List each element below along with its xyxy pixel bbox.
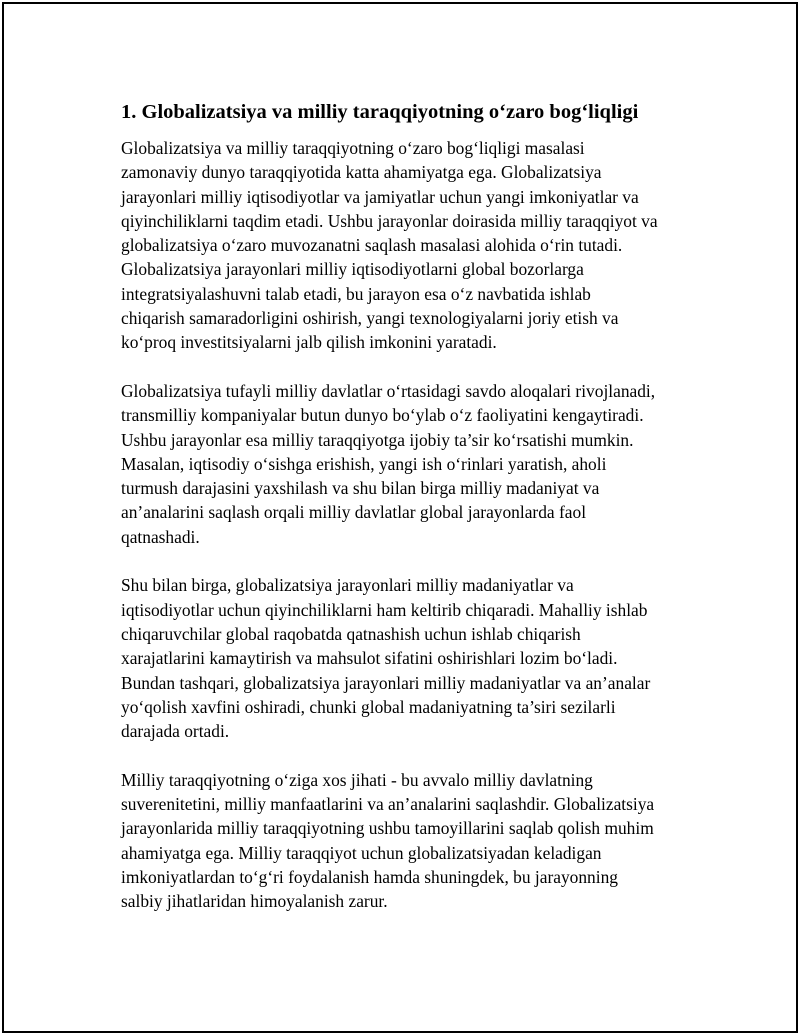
text-line: imkoniyatlardan to‘g‘ri foydalanish hamda shuningdek, bu jarayonning bbox=[121, 866, 618, 887]
paragraph-3 bbox=[121, 573, 701, 743]
text-line: suverenitetini, milliy manfaatlarini va an’analarini saqlashdir. Globalizatsiya bbox=[121, 794, 655, 815]
text-line: qatnashadi. bbox=[121, 526, 200, 547]
text-line: darajada ortadi. bbox=[121, 721, 230, 742]
text-line: Ushbu jarayonlar esa milliy taraqqiyotga ijobiy ta’sir ko‘rsatishi mumkin. bbox=[121, 429, 634, 450]
text-line: salbiy jihatlaridan himoyalanish zarur. bbox=[121, 891, 388, 912]
text-line: jarayonlarida milliy taraqqiyotning ushbu tamoyillarini saqlab qolish muhim bbox=[121, 818, 654, 839]
text-line: yo‘qolish xavfini oshiradi, chunki global madaniyatning ta’siri sezilarli bbox=[121, 696, 616, 717]
text-line: Globalizatsiya tufayli milliy davlatlar o‘rtasidagi savdo aloqalari rivojlanadi, bbox=[121, 380, 656, 401]
text-line: integratsiyalashuvni talab etadi, bu jarayon esa o‘z navbatida ishlab bbox=[121, 283, 591, 304]
text-line: iqtisodiyotlar uchun qiyinchiliklarni ham keltirib chiqaradi. Mahalliy ishlab bbox=[121, 599, 648, 620]
text-line: transmilliy kompaniyalar butun dunyo bo‘ylab o‘z faoliyatini kengaytiradi. bbox=[121, 405, 644, 426]
text-line: zamonaviy dunyo taraqqiyotida katta ahamiyatga ega. Globalizatsiya bbox=[121, 162, 602, 183]
document-body bbox=[121, 98, 701, 938]
text-line: chiqaruvchilar global raqobatda qatnashish uchun ishlab chiqarish bbox=[121, 623, 581, 644]
text-line: ko‘proq investitsiyalarni jalb qilish imkonini yaratadi. bbox=[121, 332, 497, 353]
text-line: chiqarish samaradorligini oshirish, yangi texnologiyalarni joriy etish va bbox=[121, 308, 619, 329]
paragraph-2 bbox=[121, 379, 701, 549]
text-line: globalizatsiya o‘zaro muvozanatni saqlash masalasi alohida o‘rin tutadi. bbox=[121, 235, 623, 256]
text-line: xarajatlarini kamaytirish va mahsulot sifatini oshirishlari lozim bo‘ladi. bbox=[121, 648, 618, 669]
page-frame bbox=[2, 2, 798, 1033]
text-line: Globalizatsiya jarayonlari milliy iqtisodiyotlarni global bozorlarga bbox=[121, 259, 584, 280]
text-line: turmush darajasini yaxshilash va shu bilan birga milliy madaniyat va bbox=[121, 478, 600, 499]
paragraph-1 bbox=[121, 136, 701, 355]
text-line: Globalizatsiya va milliy taraqqiyotning o‘zaro bog‘liqligi masalasi bbox=[121, 138, 585, 158]
section-heading: 1. Globalizatsiya va milliy taraqqiyotning o‘zaro bog‘liqligi bbox=[121, 101, 639, 123]
text-line: Shu bilan birga, globalizatsiya jarayonlari milliy madaniyatlar va bbox=[121, 575, 574, 596]
text-line: Masalan, iqtisodiy o‘sishga erishish, yangi ish o‘rinlari yaratish, aholi bbox=[121, 453, 607, 474]
text-line: jarayonlari milliy iqtisodiyotlar va jamiyatlar uchun yangi imkoniyatlar va bbox=[121, 186, 639, 207]
text-line: ahamiyatga ega. Milliy taraqqiyot uchun globalizatsiyadan keladigan bbox=[121, 842, 602, 863]
text-line: Milliy taraqqiyotning o‘ziga xos jihati - bu avvalo milliy davlatning bbox=[121, 769, 593, 790]
text-line: an’analarini saqlash orqali milliy davlatlar global jarayonlarda faol bbox=[121, 502, 587, 523]
text-line: qiyinchiliklarni taqdim etadi. Ushbu jarayonlar doirasida milliy taraqqiyot va bbox=[121, 210, 658, 231]
paragraph-4 bbox=[121, 768, 701, 914]
text-line: Bundan tashqari, globalizatsiya jarayonlari milliy madaniyatlar va an’analar bbox=[121, 672, 651, 693]
